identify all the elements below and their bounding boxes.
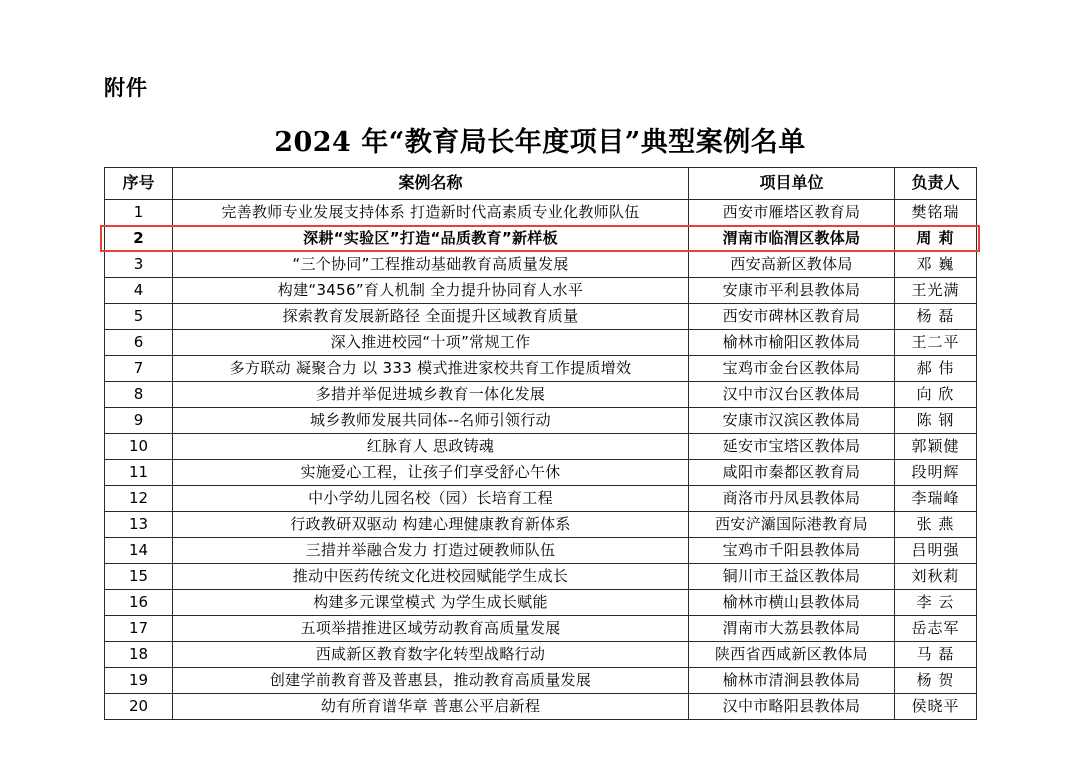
cell-unit: 安康市汉滨区教体局 [689, 408, 895, 434]
cell-name: 构建多元课堂模式 为学生成长赋能 [173, 590, 689, 616]
cell-no: 7 [105, 356, 173, 382]
table-row [105, 408, 977, 434]
cell-name: 中小学幼儿园名校（园）长培育工程 [173, 486, 689, 512]
table-row [105, 200, 977, 226]
cell-name: 西咸新区教育数字化转型战略行动 [173, 642, 689, 668]
column-header-no: 序号 [105, 168, 173, 200]
case-list-table-wrapper [104, 167, 976, 720]
table-row [105, 590, 977, 616]
cell-unit: 渭南市临渭区教体局 [689, 226, 895, 252]
cell-person: 吕明强 [895, 538, 977, 564]
cell-no: 13 [105, 512, 173, 538]
cell-no: 6 [105, 330, 173, 356]
cell-person: 杨 磊 [895, 304, 977, 330]
cell-no: 5 [105, 304, 173, 330]
cell-name: 推动中医药传统文化进校园赋能学生成长 [173, 564, 689, 590]
attachment-label: 附件 [104, 75, 148, 100]
cell-no: 12 [105, 486, 173, 512]
table-row [105, 278, 977, 304]
cell-person: 马 磊 [895, 642, 977, 668]
cell-person: 郭颖健 [895, 434, 977, 460]
cell-no: 2 [105, 226, 173, 252]
cell-person: 陈 钢 [895, 408, 977, 434]
table-row [105, 304, 977, 330]
cell-unit: 铜川市王益区教体局 [689, 564, 895, 590]
table-row [105, 642, 977, 668]
cell-unit: 延安市宝塔区教体局 [689, 434, 895, 460]
cell-person: 周 莉 [895, 226, 977, 252]
cell-unit: 榆林市清涧县教体局 [689, 668, 895, 694]
cell-name: 红脉育人 思政铸魂 [173, 434, 689, 460]
cell-person: 岳志军 [895, 616, 977, 642]
cell-name: 深耕“实验区”打造“品质教育”新样板 [173, 226, 689, 252]
table-body [105, 200, 977, 720]
cell-no: 10 [105, 434, 173, 460]
cell-no: 4 [105, 278, 173, 304]
cell-unit: 汉中市汉台区教体局 [689, 382, 895, 408]
table-row [105, 668, 977, 694]
cell-no: 9 [105, 408, 173, 434]
column-header-name: 案例名称 [173, 168, 689, 200]
cell-person: 李 云 [895, 590, 977, 616]
cell-unit: 安康市平利县教体局 [689, 278, 895, 304]
cell-no: 15 [105, 564, 173, 590]
cell-name: 五项举措推进区域劳动教育高质量发展 [173, 616, 689, 642]
cell-name: 完善教师专业发展支持体系 打造新时代高素质专业化教师队伍 [173, 200, 689, 226]
cell-unit: 榆林市横山县教体局 [689, 590, 895, 616]
cell-no: 8 [105, 382, 173, 408]
cell-name: 创建学前教育普及普惠县，推动教育高质量发展 [173, 668, 689, 694]
cell-person: 张 燕 [895, 512, 977, 538]
table-row [105, 252, 977, 278]
cell-unit: 榆林市榆阳区教体局 [689, 330, 895, 356]
cell-unit: 商洛市丹凤县教体局 [689, 486, 895, 512]
cell-name: 幼有所育谱华章 普惠公平启新程 [173, 694, 689, 720]
cell-name: 多措并举促进城乡教育一体化发展 [173, 382, 689, 408]
cell-person: 郝 伟 [895, 356, 977, 382]
cell-person: 杨 贺 [895, 668, 977, 694]
cell-no: 14 [105, 538, 173, 564]
cell-unit: 西安市雁塔区教育局 [689, 200, 895, 226]
cell-name: “三个协同”工程推动基础教育高质量发展 [173, 252, 689, 278]
table-row [105, 538, 977, 564]
cell-unit: 西安市碑林区教育局 [689, 304, 895, 330]
table-header-row [105, 168, 977, 200]
cell-unit: 汉中市略阳县教体局 [689, 694, 895, 720]
table-row [105, 512, 977, 538]
cell-unit: 宝鸡市千阳县教体局 [689, 538, 895, 564]
cell-no: 20 [105, 694, 173, 720]
table-row [105, 616, 977, 642]
cell-no: 11 [105, 460, 173, 486]
cell-person: 刘秋莉 [895, 564, 977, 590]
cell-name: 深入推进校园“十项”常规工作 [173, 330, 689, 356]
cell-no: 16 [105, 590, 173, 616]
cell-person: 王光满 [895, 278, 977, 304]
cell-unit: 西安高新区教体局 [689, 252, 895, 278]
cell-name: 多方联动 凝聚合力 以 333 模式推进家校共育工作提质增效 [173, 356, 689, 382]
column-header-unit: 项目单位 [689, 168, 895, 200]
column-header-person: 负责人 [895, 168, 977, 200]
cell-unit: 西安浐灞国际港教育局 [689, 512, 895, 538]
table-row [105, 434, 977, 460]
table-row [105, 694, 977, 720]
page-title: 2024 年“教育局长年度项目”典型案例名单 [274, 127, 806, 158]
cell-unit: 陕西省西咸新区教体局 [689, 642, 895, 668]
cell-no: 17 [105, 616, 173, 642]
table-row [105, 564, 977, 590]
cell-name: 实施爱心工程，让孩子们享受舒心午休 [173, 460, 689, 486]
cell-person: 向 欣 [895, 382, 977, 408]
table-row [105, 382, 977, 408]
cell-no: 18 [105, 642, 173, 668]
cell-no: 19 [105, 668, 173, 694]
cell-person: 王二平 [895, 330, 977, 356]
cell-person: 侯晓平 [895, 694, 977, 720]
cell-name: 探索教育发展新路径 全面提升区域教育质量 [173, 304, 689, 330]
cell-name: 城乡教师发展共同体--名师引领行动 [173, 408, 689, 434]
table-row [105, 486, 977, 512]
cell-name: 行政教研双驱动 构建心理健康教育新体系 [173, 512, 689, 538]
cell-name: 三措并举融合发力 打造过硬教师队伍 [173, 538, 689, 564]
cell-unit: 宝鸡市金台区教体局 [689, 356, 895, 382]
cell-person: 李瑞峰 [895, 486, 977, 512]
cell-person: 段明辉 [895, 460, 977, 486]
cell-person: 樊铭瑞 [895, 200, 977, 226]
case-list-table [104, 167, 977, 720]
cell-unit: 咸阳市秦都区教育局 [689, 460, 895, 486]
cell-no: 1 [105, 200, 173, 226]
table-row [105, 460, 977, 486]
cell-person: 邓 巍 [895, 252, 977, 278]
cell-no: 3 [105, 252, 173, 278]
table-row [105, 356, 977, 382]
table-row [105, 330, 977, 356]
cell-unit: 渭南市大荔县教体局 [689, 616, 895, 642]
table-row [105, 226, 977, 252]
cell-name: 构建“3456”育人机制 全力提升协同育人水平 [173, 278, 689, 304]
